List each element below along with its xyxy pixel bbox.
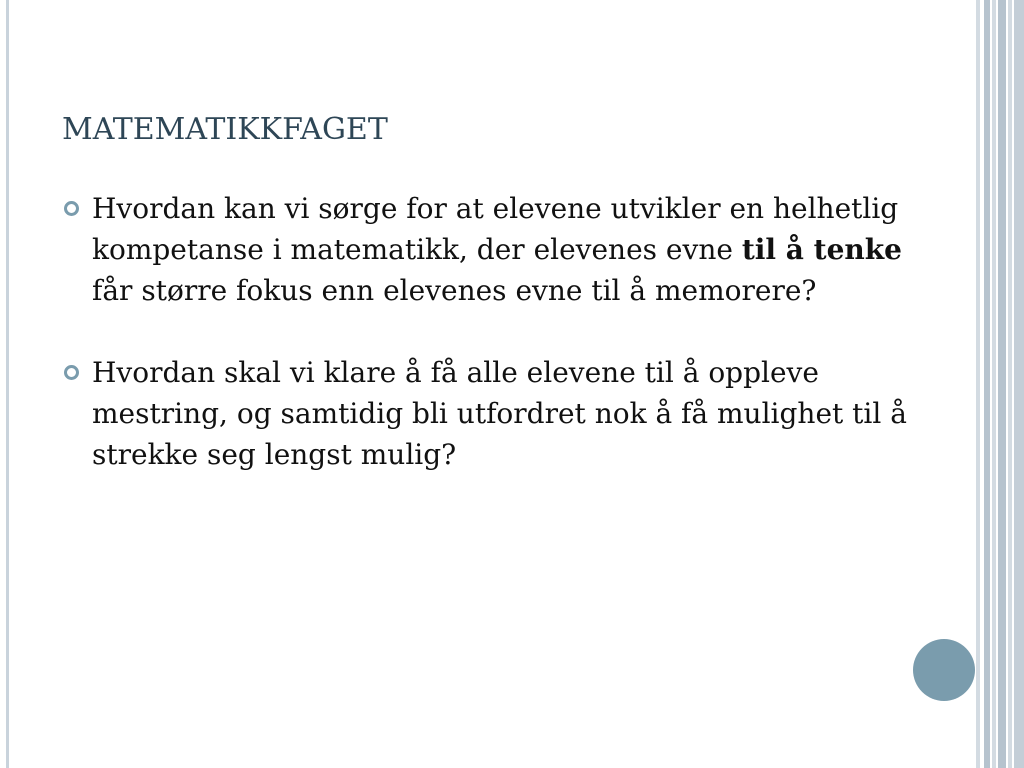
right-stripe bbox=[992, 0, 996, 768]
bullet-emphasis: til å tenke bbox=[741, 233, 902, 266]
slide-title: MATEMATIKKFAGET bbox=[62, 112, 388, 147]
right-stripe bbox=[998, 0, 1006, 768]
decorative-circle bbox=[913, 639, 975, 701]
bullet-item bbox=[62, 188, 912, 311]
bullet-text: får større fokus enn elevenes evne til å memorere? bbox=[92, 274, 817, 307]
bullet-circle-icon bbox=[64, 365, 79, 380]
bullet-text: Hvordan skal vi klare å få alle elevene til å oppleve mestring, og samtidig bli utfordret nok å få mulighet til å strekke seg lengst mulig? bbox=[92, 356, 907, 471]
bullet-list bbox=[62, 188, 912, 475]
left-frame-line bbox=[6, 0, 9, 768]
right-stripe bbox=[1014, 0, 1024, 768]
right-stripe bbox=[984, 0, 990, 768]
right-stripe bbox=[1008, 0, 1012, 768]
right-stripe bbox=[976, 0, 980, 768]
bullet-text: Hvordan kan vi sørge for at elevene utvikler en helhetlig kompetanse i matematikk, der elevenes evne bbox=[92, 192, 899, 266]
bullet-item bbox=[62, 352, 912, 475]
bullet-circle-icon bbox=[64, 201, 79, 216]
